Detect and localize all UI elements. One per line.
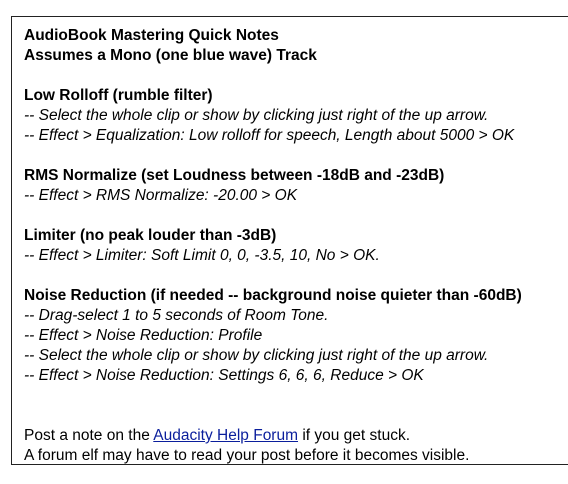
step-line: -- Effect > Equalization: Low rolloff for speech, Length about 5000 > OK — [24, 127, 515, 144]
footer-suffix: if you get stuck. — [298, 427, 411, 444]
step-line: -- Effect > RMS Normalize: -20.00 > OK — [24, 187, 298, 204]
footer-note — [24, 426, 568, 466]
step-line: -- Effect > Limiter: Soft Limit 0, 0, -3.5, 10, No > OK. — [24, 247, 380, 264]
step-line: -- Select the whole clip or show by clicking just right of the up arrow. — [24, 107, 489, 124]
footer-line-2: A forum elf may have to read your post before it becomes visible. — [24, 447, 470, 464]
section-heading: Low Rolloff (rumble filter) — [24, 87, 213, 104]
section-noise-reduction — [24, 286, 568, 386]
audacity-help-forum-link[interactable]: Audacity Help Forum — [153, 427, 299, 444]
step-line: -- Effect > Noise Reduction: Settings 6, 6, 6, Reduce > OK — [24, 367, 424, 384]
section-limiter — [24, 226, 568, 266]
section-low-rolloff — [24, 86, 568, 146]
step-line: -- Effect > Noise Reduction: Profile — [24, 327, 263, 344]
section-heading: Limiter (no peak louder than -3dB) — [24, 227, 277, 244]
notes-title: AudioBook Mastering Quick Notes — [24, 27, 279, 44]
notes-subtitle: Assumes a Mono (one blue wave) Track — [24, 47, 317, 64]
section-heading: Noise Reduction (if needed -- background noise quieter than -60dB) — [24, 287, 522, 304]
step-line: -- Select the whole clip or show by clicking just right of the up arrow. — [24, 347, 489, 364]
footer-line-1 — [24, 426, 568, 446]
section-rms-normalize — [24, 166, 568, 206]
footer-prefix: Post a note on the — [24, 427, 154, 444]
section-heading: RMS Normalize (set Loudness between -18dB and -23dB) — [24, 167, 445, 184]
quick-notes-box — [11, 16, 568, 465]
step-line: -- Drag-select 1 to 5 seconds of Room Tone. — [24, 307, 329, 324]
